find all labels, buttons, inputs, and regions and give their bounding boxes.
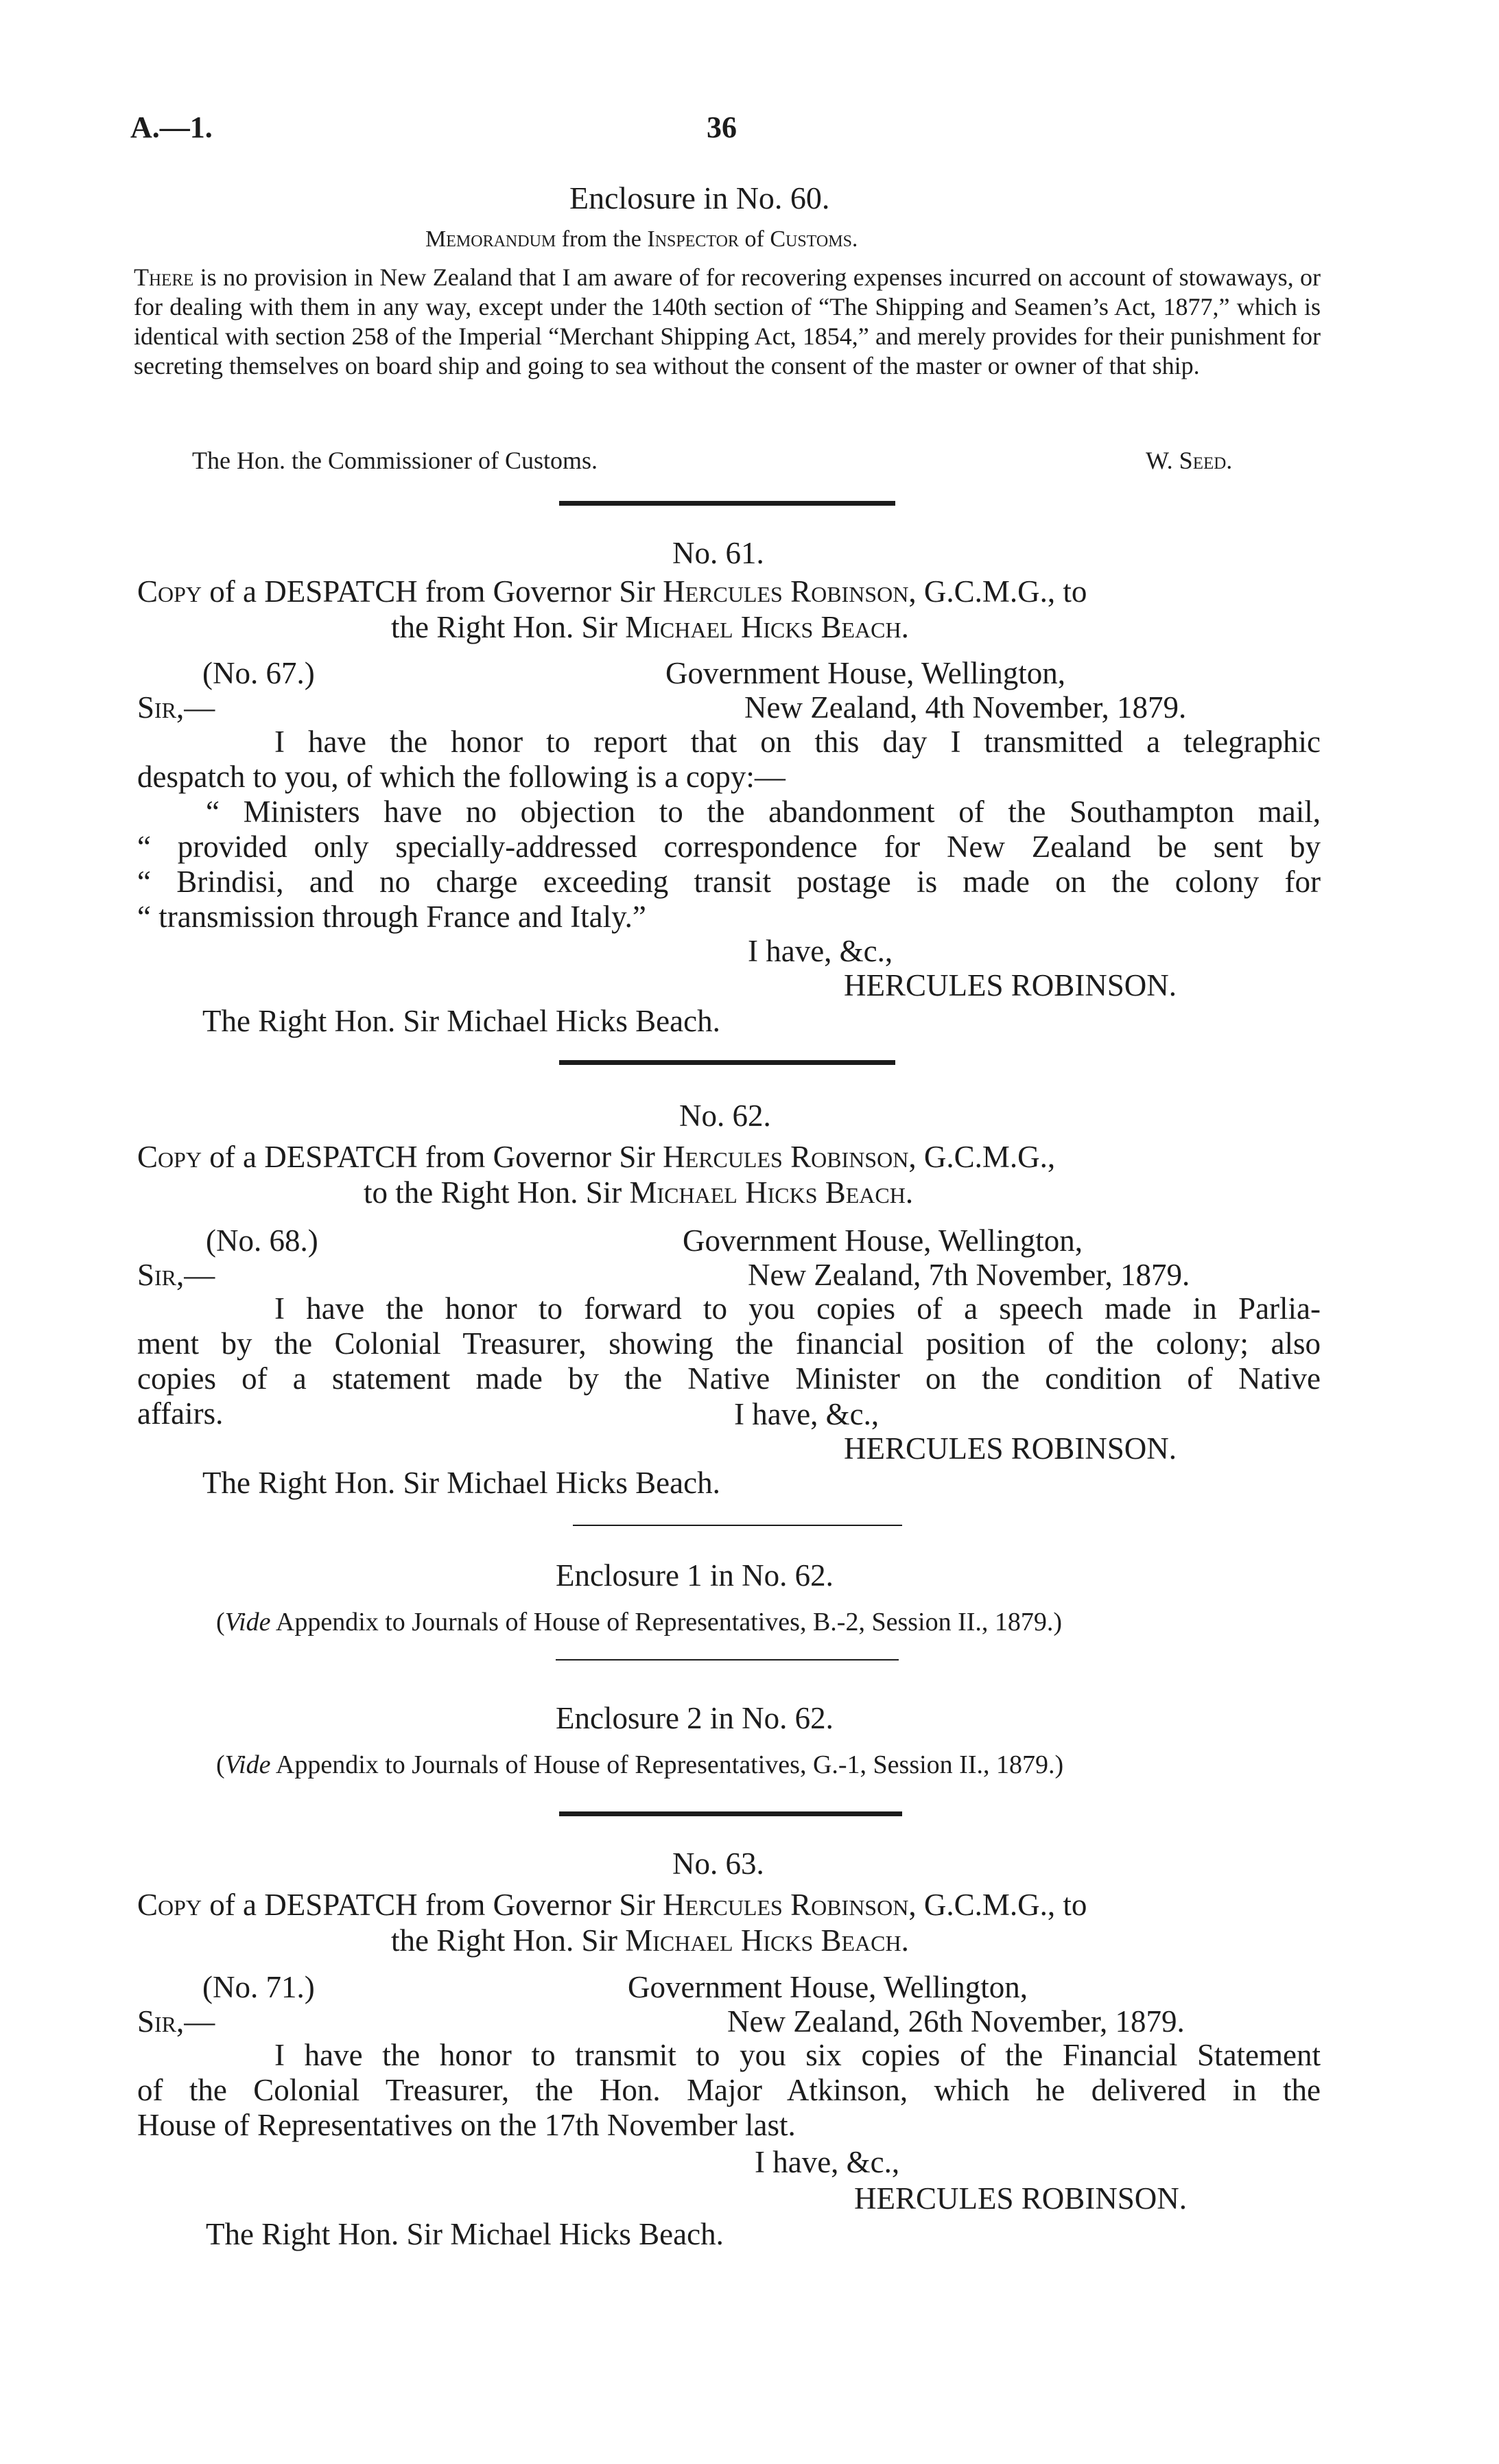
enclosure-2-reference — [216, 1750, 1063, 1780]
despatch-62-salutation: Sir,— — [137, 1258, 215, 1292]
despatch-61-date: New Zealand, 4th November, 1879. — [744, 690, 1187, 725]
despatch-63-closing: I have, &c., — [755, 2145, 900, 2179]
despatch-61-closing: I have, &c., — [748, 934, 893, 968]
memo-signature: W. Seed. — [1146, 447, 1233, 474]
page-number: 36 — [707, 110, 737, 144]
vide-word: Vide — [224, 1750, 271, 1779]
heading-recipient: Michael Hicks Beach. — [625, 1923, 909, 1958]
despatch-61-signature: HERCULES ROBINSON. — [844, 968, 1177, 1002]
quote-line: “ Ministers have no objection to the abandonment of the Southampton mail, — [206, 795, 1321, 829]
despatch-62-body — [137, 1291, 1321, 1431]
body-line: ment by the Colonial Treasurer, showing the financial position of the colony; also — [137, 1326, 1321, 1361]
heading-text: of a DESPATCH from Governor Sir — [202, 574, 663, 609]
despatch-63-date: New Zealand, 26th November, 1879. — [727, 2004, 1185, 2039]
heading-governor: Hercules Robinson — [663, 1140, 909, 1174]
despatch-63-place: Government House, Wellington, — [628, 1970, 1028, 2004]
vide-text: Appendix to Journals of House of Representatives, G.-1, Session II., 1879.) — [270, 1750, 1064, 1779]
heading-governor: Hercules Robinson — [663, 574, 909, 609]
despatch-61-body — [137, 725, 1321, 935]
despatch-61-heading — [137, 574, 1087, 609]
despatch-61-place: Government House, Wellington, — [665, 656, 1065, 690]
enclosure-1-title: Enclosure 1 in No. 62. — [556, 1558, 834, 1593]
body-line: affairs. — [137, 1396, 224, 1431]
memo-inspector: Inspector — [647, 226, 739, 252]
despatch-63-salutation: Sir,— — [137, 2004, 215, 2039]
heading-copy: Copy — [137, 1888, 202, 1922]
body-line: House of Representatives on the 17th November last. — [137, 2108, 796, 2142]
vide-text: Appendix to Journals of House of Representatives, B.-2, Session II., 1879.) — [270, 1608, 1063, 1636]
memorandum-heading — [425, 226, 858, 253]
section-rule — [559, 501, 895, 506]
despatch-62-ref: (No. 68.) — [206, 1223, 318, 1258]
quote-line: “ Brindisi, and no charge exceeding transit postage is made on the colony for — [137, 865, 1321, 899]
body-line: I have the honor to transmit to you six copies of the Financial Statement — [274, 2038, 1321, 2072]
despatch-63-ref: (No. 71.) — [202, 1970, 315, 2004]
document-reference: A.—1. — [130, 110, 213, 144]
despatch-63-body — [137, 2038, 1321, 2143]
despatch-62-closing: I have, &c., — [734, 1397, 880, 1431]
quote-line: “ transmission through France and Italy.” — [137, 900, 646, 934]
heading-copy: Copy — [137, 1140, 202, 1174]
heading-suffix: , G.C.M.G., to — [908, 574, 1087, 609]
heading-recipient: Michael Hicks Beach. — [629, 1175, 914, 1210]
despatch-61-addressee: The Right Hon. Sir Michael Hicks Beach. — [202, 1004, 720, 1038]
section-rule — [559, 1811, 902, 1816]
body-line: copies of a statement made by the Native Minister on the condition of Native — [137, 1361, 1321, 1396]
heading-recipient: Michael Hicks Beach. — [625, 610, 909, 644]
despatch-62-signature: HERCULES ROBINSON. — [844, 1431, 1177, 1466]
memo-addressee: The Hon. the Commissioner of Customs. — [192, 447, 598, 474]
heading-to: the Right Hon. Sir — [391, 1923, 626, 1958]
memo-of: of — [738, 226, 770, 252]
enclosure-1-reference — [216, 1607, 1062, 1637]
body-line: despatch to you, of which the following is a copy:— — [137, 760, 786, 794]
despatch-63-heading — [137, 1887, 1087, 1923]
memo-word: Memorandum — [425, 226, 556, 252]
despatch-63-number: No. 63. — [672, 1846, 764, 1881]
vide-word: Vide — [224, 1608, 271, 1636]
heading-copy: Copy — [137, 574, 202, 609]
heading-text: of a DESPATCH from Governor Sir — [202, 1140, 663, 1174]
despatch-62-heading — [137, 1139, 1055, 1175]
despatch-62-addressee: The Right Hon. Sir Michael Hicks Beach. — [202, 1466, 720, 1500]
heading-to: to the Right Hon. Sir — [364, 1175, 630, 1210]
despatch-61-ref: (No. 67.) — [202, 656, 315, 690]
section-rule — [573, 1525, 902, 1526]
heading-governor: Hercules Robinson — [663, 1888, 909, 1922]
despatch-61-heading-line2 — [391, 609, 909, 645]
memo-customs: Customs. — [770, 226, 858, 252]
memo-lead-word: There — [134, 263, 194, 291]
section-rule — [559, 1060, 895, 1065]
body-line: I have the honor to report that on this day I transmitted a telegraphic — [274, 725, 1321, 759]
memorandum-body — [134, 263, 1321, 381]
despatch-61-number: No. 61. — [672, 536, 764, 570]
despatch-62-heading-line2 — [364, 1175, 913, 1210]
despatch-62-date: New Zealand, 7th November, 1879. — [748, 1258, 1190, 1292]
body-line: I have the honor to forward to you copies of a speech made in Parlia- — [274, 1291, 1321, 1326]
heading-text: of a DESPATCH from Governor Sir — [202, 1888, 663, 1922]
section-rule — [556, 1659, 899, 1661]
body-line: of the Colonial Treasurer, the Hon. Major Atkinson, which he delivered in the — [137, 2073, 1321, 2107]
heading-to: the Right Hon. Sir — [391, 610, 626, 644]
despatch-62-number: No. 62. — [679, 1099, 771, 1133]
despatch-63-heading-line2 — [391, 1923, 909, 1958]
heading-suffix: , G.C.M.G., to — [908, 1888, 1087, 1922]
heading-suffix: , G.C.M.G., — [908, 1140, 1056, 1174]
despatch-63-addressee: The Right Hon. Sir Michael Hicks Beach. — [206, 2217, 724, 2251]
vide-paren: ( — [216, 1608, 225, 1636]
despatch-63-signature: HERCULES ROBINSON. — [854, 2181, 1188, 2216]
memo-body-text: is no provision in New Zealand that I am aware of for recovering expenses incurred on account of stowaways, or for dealing with them in any way, except under the 140th section of “The Shipping and Seamen’s Act, 1877,” which is identical with section 258 of the Imperial “Merchant Shipping Act, 1854,” and merely provides for their punishment for secreting themselves on board ship and going to sea without the consent of the master or owner of that ship. — [134, 263, 1321, 379]
vide-paren: ( — [216, 1750, 225, 1779]
memo-from: from the — [556, 226, 648, 252]
quote-line: “ provided only specially-addressed correspondence for New Zealand be sent by — [137, 830, 1321, 864]
despatch-62-place: Government House, Wellington, — [683, 1223, 1083, 1258]
despatch-61-salutation: Sir,— — [137, 690, 215, 725]
enclosure-60-title: Enclosure in No. 60. — [569, 180, 830, 215]
enclosure-2-title: Enclosure 2 in No. 62. — [556, 1701, 834, 1735]
